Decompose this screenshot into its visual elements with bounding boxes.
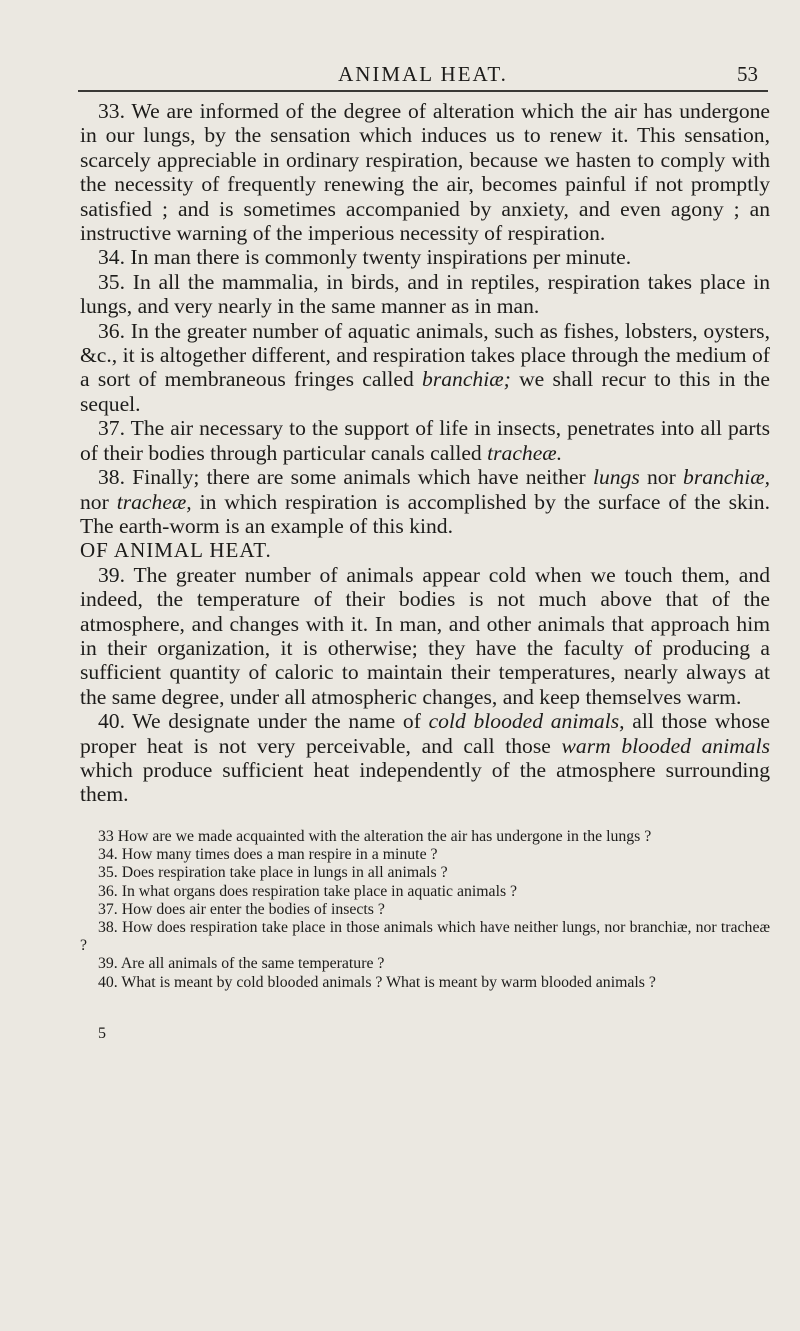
term-cold-blooded: cold blooded animals, [428,709,625,734]
term-warm-blooded: warm blooded animals [561,733,770,758]
paragraph-36 [80,319,770,417]
paragraph-36-text-end: we shall recur to this in the sequel. [80,367,770,416]
paragraph-35: 35. In all the mammalia, in birds, and in reptiles, respiration takes place in lungs, and very nearly in the same manner as in man. [80,269,770,319]
paragraph-34: 34. In man there is commonly twenty inspirations per minute. [98,245,632,270]
paragraph-40-text-mid: all those whose proper heat is not very perceivable, and call those [80,709,770,758]
term-tracheae-2: tracheæ, [116,489,192,514]
paragraph-38-text: 38. Finally; there are some animals which have neither [98,465,586,490]
paragraph-38-nor-2: nor [80,489,109,514]
paragraph-33: 33. We are informed of the degree of alteration which the air has undergone in our lungs, by the sensation which induces us to renew it. This sensation, scarcely appreciable in ordinary respiration, because we hasten to comply with the necessity of frequently renewing the air, becomes painful if not promptly satisfied ; and is sometimes accompanied by anxiety, and even agony ; an instructive warning of the imperious necessity of respiration. [80,99,770,246]
paragraph-38-nor-1: nor [646,465,676,490]
paragraph-38 [80,465,770,538]
question-34: 34. How many times does a man respire in a minute ? [98,846,438,864]
paragraph-36-text: 36. In the greater number of aquatic animals, such as fishes, lobsters, oysters, &c., it is altogether different, and respiration takes place through the medium of a sort of membraneous fringes called [80,318,770,392]
term-branchiae-2: branchiæ, [683,465,770,490]
signature-mark: 5 [98,1025,106,1042]
paragraph-40-text-end: which produce sufficient heat independently of the atmosphere surrounding them. [80,757,770,807]
term-branchiae: branchiæ; [422,367,511,392]
term-tracheae: tracheæ. [487,440,563,465]
question-37: 37. How does air enter the bodies of insects ? [98,900,385,918]
term-lungs: lungs [592,465,640,490]
paragraph-38-text-end: in which respiration is accomplished by the surface of the skin. The earth-worm is an example of this kind. [80,489,770,538]
question-40: 40. What is meant by cold blooded animals ? What is meant by warm blooded animals ? [98,973,656,991]
paragraph-39: 39. The greater number of animals appear cold when we touch them, and indeed, the temperature of their bodies is not much above that of the atmosphere, and changes with it. In man, and other animals that approach him in their organization, it is otherwise; they have the faculty of producing a sufficient quantity of caloric to maintain their temperatures, nearly always at the same degree, under all atmospheric changes, and keep themselves warm. [80,562,770,709]
question-33: 33 How are we made acquainted with the alteration the air has undergone in the lungs ? [98,828,652,845]
question-38: 38. How does respiration take place in those animals which have neither lungs, nor branchiæ, nor tracheæ ? [80,919,770,955]
question-39: 39. Are all animals of the same temperature ? [98,955,385,973]
question-36: 36. In what organs does respiration take place in aquatic animals ? [98,882,518,900]
running-title: ANIMAL HEAT. [338,62,508,86]
paragraph-37 [80,416,770,465]
review-questions [80,828,770,992]
paragraph-40 [80,709,770,807]
question-35: 35. Does respiration take place in lungs in all animals ? [98,864,448,882]
paragraph-40-text: 40. We designate under the name of [98,709,421,734]
body-text [80,99,770,807]
paragraph-37-text: 37. The air necessary to the support of life in insects, penetrates into all parts of their bodies through particular canals called [80,416,770,465]
page-number: 53 [737,62,758,86]
page-header [78,62,768,92]
section-title: OF ANIMAL HEAT. [80,538,272,563]
